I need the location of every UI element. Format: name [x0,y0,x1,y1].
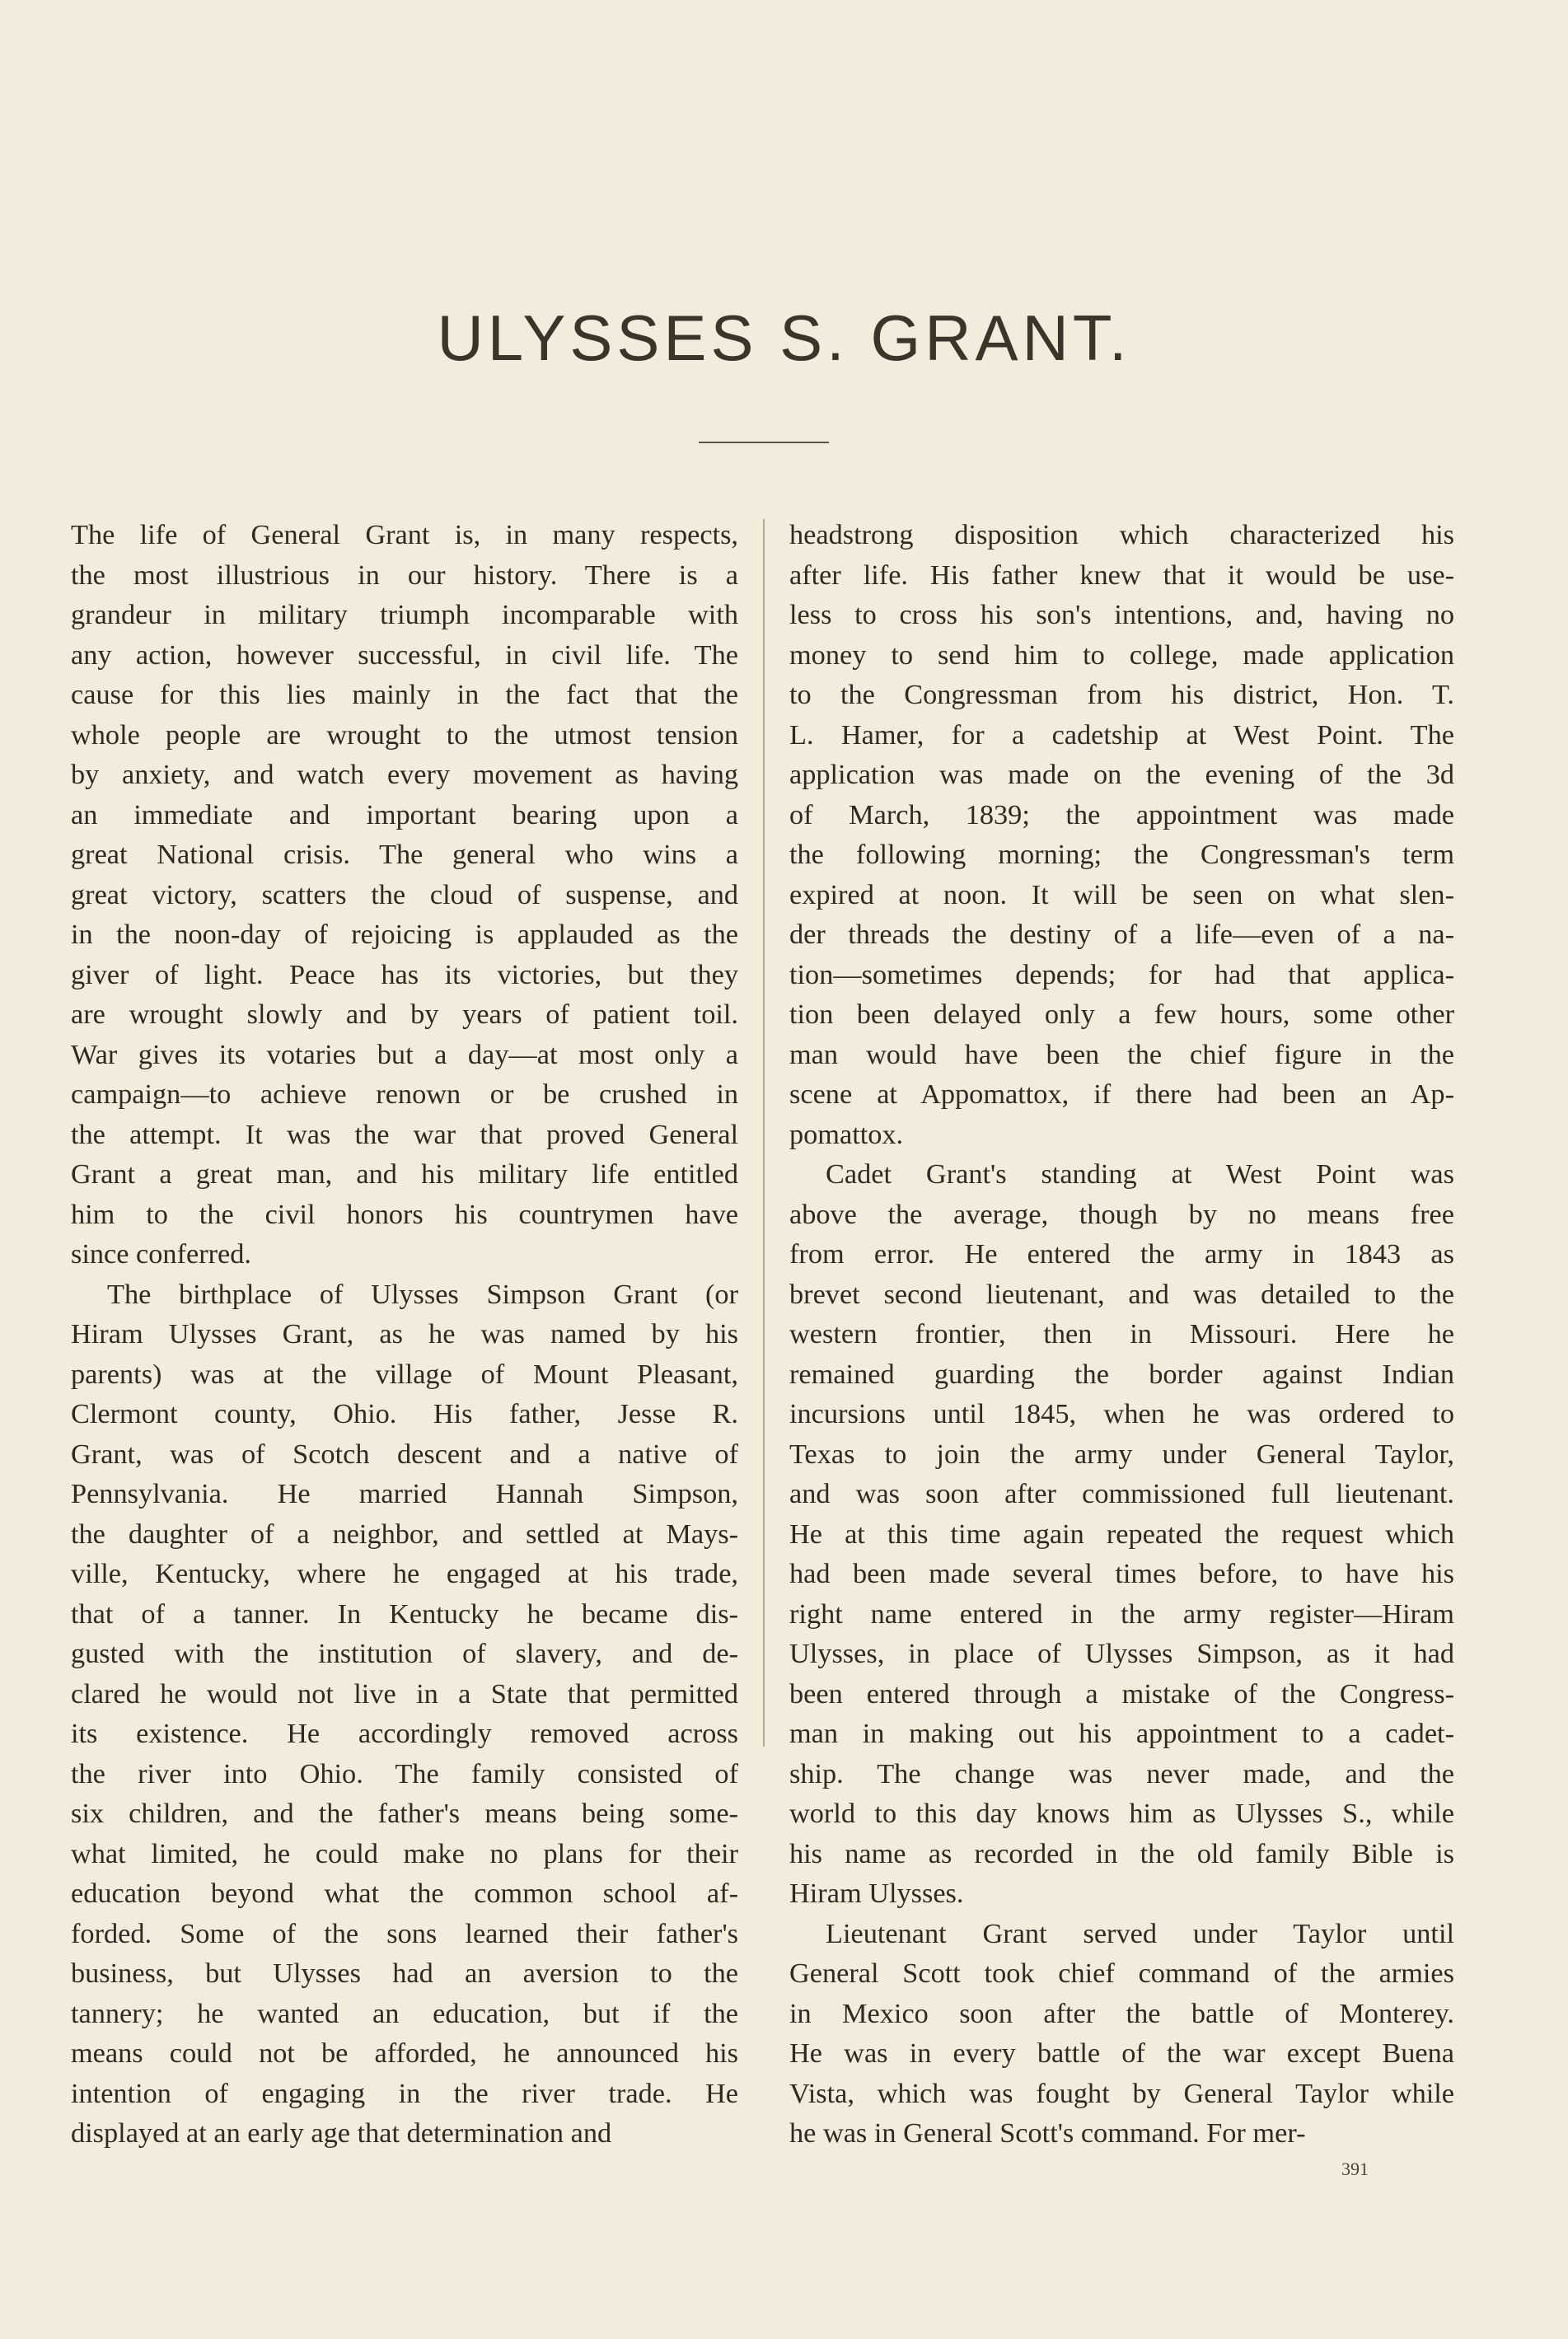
text-line: incursions until 1845, when he was ordered to [789,1398,1454,1429]
text-line: Vista, which was fought by General Taylor while [789,2077,1454,2109]
text-line: man in making out his appointment to a cadet- [789,1718,1454,1749]
text-line: his name as recorded in the old family Bible is [789,1837,1454,1869]
text-line: whole people are wrought to the utmost tension [71,718,738,751]
text-line: War gives its votaries but a day—at most only a [71,1038,738,1070]
right-column [789,515,1454,2154]
text-line: in Mexico soon after the battle of Monterey. [789,1997,1454,2029]
text-line: expired at noon. It will be seen on what slen- [789,878,1454,910]
text-line: giver of light. Peace has its victories, but they [71,958,738,990]
text-line: Texas to join the army under General Taylor, [789,1438,1454,1470]
text-line: education beyond what the common school af- [71,1878,738,1909]
text-line: an immediate and important bearing upon a [71,798,738,830]
text-line: are wrought slowly and by years of patient toil. [71,999,738,1030]
text-line: tion been delayed only a few hours, some other [789,999,1454,1030]
text-line: man would have been the chief figure in the [789,1038,1454,1070]
text-line: intention of engaging in the river trade. He [71,2077,738,2109]
text-line: been entered through a mistake of the Congress- [789,1677,1454,1710]
text-line: clared he would not live in a State that permitted [71,1677,738,1710]
text-line: less to cross his son's intentions, and, having no [789,599,1454,630]
text-line: after life. His father knew that it would be use- [789,559,1454,591]
text-line: tannery; he wanted an education, but if the [71,1997,738,2029]
text-line: that of a tanner. In Kentucky he became dis- [71,1598,738,1630]
title-rule [699,442,829,443]
text-line: by anxiety, and watch every movement as having [71,759,738,790]
text-line: money to send him to college, made application [789,639,1454,671]
text-line: in the noon-day of rejoicing is applauded as the [71,919,738,950]
text-line: he was in General Scott's command. For mer- [789,2117,1306,2149]
text-line: six children, and the father's means being some- [71,1798,738,1829]
text-line: business, but Ulysses had an aversion to the [71,1958,738,1989]
text-line: der threads the destiny of a life—even of a na- [789,919,1454,950]
text-line: and was soon after commissioned full lieutenant. [789,1478,1454,1509]
text-line: world to this day knows him as Ulysses S., while [789,1798,1454,1829]
text-line: the most illustrious in our history. There is a [71,559,738,591]
text-line: brevet second lieutenant, and was detailed to the [789,1278,1454,1310]
text-line: its existence. He accordingly removed across [71,1718,738,1749]
left-column [71,515,738,2154]
text-line: to the Congressman from his district, Hon. T. [789,679,1454,710]
text-line: application was made on the evening of the 3d [789,759,1454,790]
text-line: Hiram Ulysses. [789,1878,964,1909]
text-line: grandeur in military triumph incomparable with [71,599,738,630]
text-line: He at this time again repeated the request which [789,1518,1454,1550]
text-line: had been made several times before, to have his [789,1558,1454,1589]
text-line: gusted with the institution of slavery, and de- [71,1638,738,1669]
text-line: great National crisis. The general who wins a [71,839,738,870]
text-line: Grant, was of Scotch descent and a native of [71,1438,738,1470]
text-line: any action, however successful, in civil life. The [71,639,738,671]
text-line: Lieutenant Grant served under Taylor until [826,1917,1454,1949]
text-line: He was in every battle of the war except Buena [789,2037,1454,2069]
text-line: the attempt. It was the war that proved General [71,1118,738,1150]
text-line: Cadet Grant's standing at West Point was [826,1158,1454,1190]
text-line: Clermont county, Ohio. His father, Jesse R. [71,1398,738,1429]
text-line: The life of General Grant is, in many respects, [71,519,738,550]
text-line: from error. He entered the army in 1843 as [789,1238,1454,1270]
text-line: ville, Kentucky, where he engaged at his trade, [71,1558,738,1589]
text-line: above the average, though by no means free [789,1198,1454,1230]
text-line: campaign—to achieve renown or be crushed in [71,1078,738,1110]
text-line: the following morning; the Congressman's term [789,839,1454,870]
text-line: the river into Ohio. The family consisted of [71,1757,738,1789]
text-line: displayed at an early age that determination and [71,2117,612,2149]
text-line: Hiram Ulysses Grant, as he was named by his [71,1318,738,1350]
text-line: pomattox. [789,1118,904,1150]
text-line: right name entered in the army register—Hiram [789,1598,1454,1630]
text-line: means could not be afforded, he announced his [71,2037,738,2069]
text-line: of March, 1839; the appointment was made [789,798,1454,830]
text-line: L. Hamer, for a cadetship at West Point. The [789,718,1454,751]
page-number: 391 [1341,2159,1369,2179]
text-line: the daughter of a neighbor, and settled at Mays- [71,1518,738,1550]
text-line: Grant a great man, and his military life entitled [71,1158,738,1190]
text-line: remained guarding the border against Indian [789,1358,1454,1390]
text-line: ship. The change was never made, and the [789,1757,1454,1789]
text-line: forded. Some of the sons learned their father's [71,1917,738,1949]
text-line: great victory, scatters the cloud of suspense, and [71,878,738,910]
page-title: ULYSSES S. GRANT. [437,302,1131,374]
text-line: him to the civil honors his countrymen have [71,1198,738,1230]
text-line: cause for this lies mainly in the fact that the [71,679,738,710]
text-line: what limited, he could make no plans for their [71,1837,738,1869]
column-rule [763,519,765,1747]
text-line: since conferred. [71,1238,251,1270]
text-line: parents) was at the village of Mount Pleasant, [71,1358,738,1390]
text-line: headstrong disposition which characterized his [789,519,1454,550]
text-line: western frontier, then in Missouri. Here he [789,1318,1454,1350]
text-line: General Scott took chief command of the armies [789,1958,1454,1989]
text-line: Ulysses, in place of Ulysses Simpson, as it had [789,1638,1454,1669]
text-line: The birthplace of Ulysses Simpson Grant (or [107,1278,738,1310]
text-line: Pennsylvania. He married Hannah Simpson, [71,1478,738,1509]
text-line: tion—sometimes depends; for had that applica- [789,958,1454,990]
text-line: scene at Appomattox, if there had been an Ap- [789,1078,1454,1110]
